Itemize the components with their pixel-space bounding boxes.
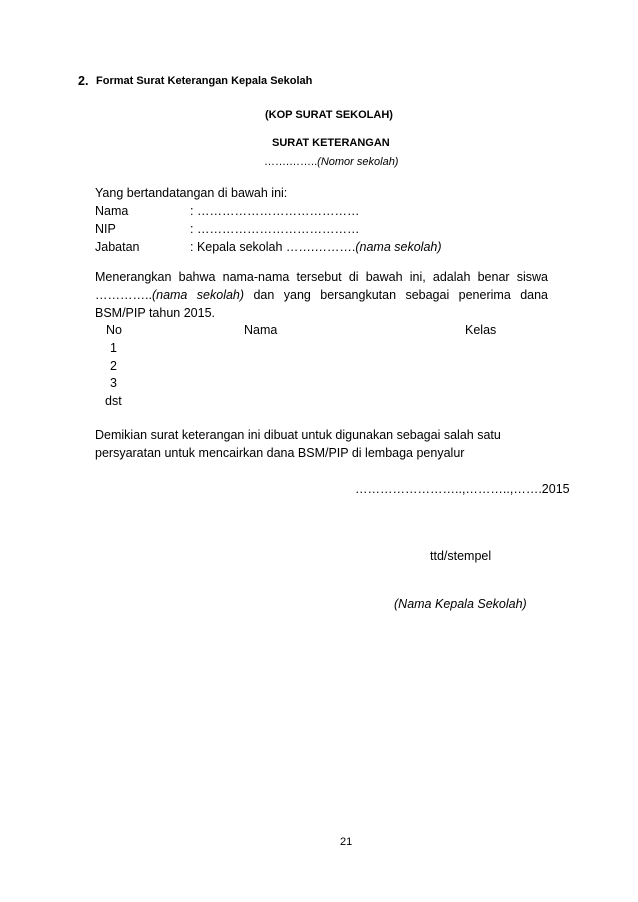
- field-label-nip: NIP: [95, 222, 116, 236]
- field-value-jabatan-text: : Kepala sekolah …….……….: [190, 240, 356, 254]
- field-label-nama: Nama: [95, 204, 129, 218]
- table-header-kelas: Kelas: [465, 323, 497, 337]
- table-row-no: dst: [105, 394, 122, 408]
- field-value-jabatan: [190, 240, 442, 254]
- kop-surat: (KOP SURAT SEKOLAH): [265, 109, 393, 121]
- page-number: 21: [340, 836, 353, 848]
- section-title: Format Surat Keterangan Kepala Sekolah: [96, 75, 313, 87]
- field-value-jabatan-suffix: (nama sekolah): [355, 240, 442, 254]
- signatory-name: (Nama Kepala Sekolah): [394, 597, 527, 611]
- paragraph-1-line-1: Menerangkan bahwa nama-nama tersebut di bawah ini, adalah benar siswa: [95, 270, 548, 284]
- paragraph-1-line-2: [95, 288, 548, 302]
- section-number: 2.: [78, 74, 89, 88]
- letter-number: [264, 156, 398, 168]
- signature-stamp: ttd/stempel: [430, 549, 492, 563]
- paragraph-1-rest: dan yang bersangkutan sebagai penerima dana: [244, 288, 548, 302]
- table-header-no: No: [106, 323, 122, 337]
- table-row-no: 3: [110, 376, 117, 390]
- letter-number-label: (Nomor sekolah): [317, 156, 399, 168]
- intro-text: Yang bertandatangan di bawah ini:: [95, 186, 288, 200]
- field-value-nama: : …………………………………: [190, 204, 360, 218]
- paragraph-1-line-3: BSM/PIP tahun 2015.: [95, 306, 215, 320]
- table-row-no: 1: [110, 341, 117, 355]
- paragraph-1-dots: …………..: [95, 288, 152, 302]
- letter-title: SURAT KETERANGAN: [272, 137, 390, 149]
- paragraph-2-line-2: persyaratan untuk mencairkan dana BSM/PIP di lembaga penyalur: [95, 446, 465, 460]
- paragraph-2-line-1: Demikian surat keterangan ini dibuat untuk digunakan sebagai salah satu: [95, 428, 501, 442]
- paragraph-1-italic: (nama sekolah): [151, 288, 245, 302]
- field-value-nip: : …………………………………: [190, 222, 360, 236]
- table-row-no: 2: [110, 359, 117, 373]
- letter-number-dots: …….……..: [264, 156, 318, 168]
- field-label-jabatan: Jabatan: [95, 240, 140, 254]
- table-header-nama: Nama: [244, 323, 278, 337]
- place-date: ……………………..,………..,…….2015: [355, 482, 570, 496]
